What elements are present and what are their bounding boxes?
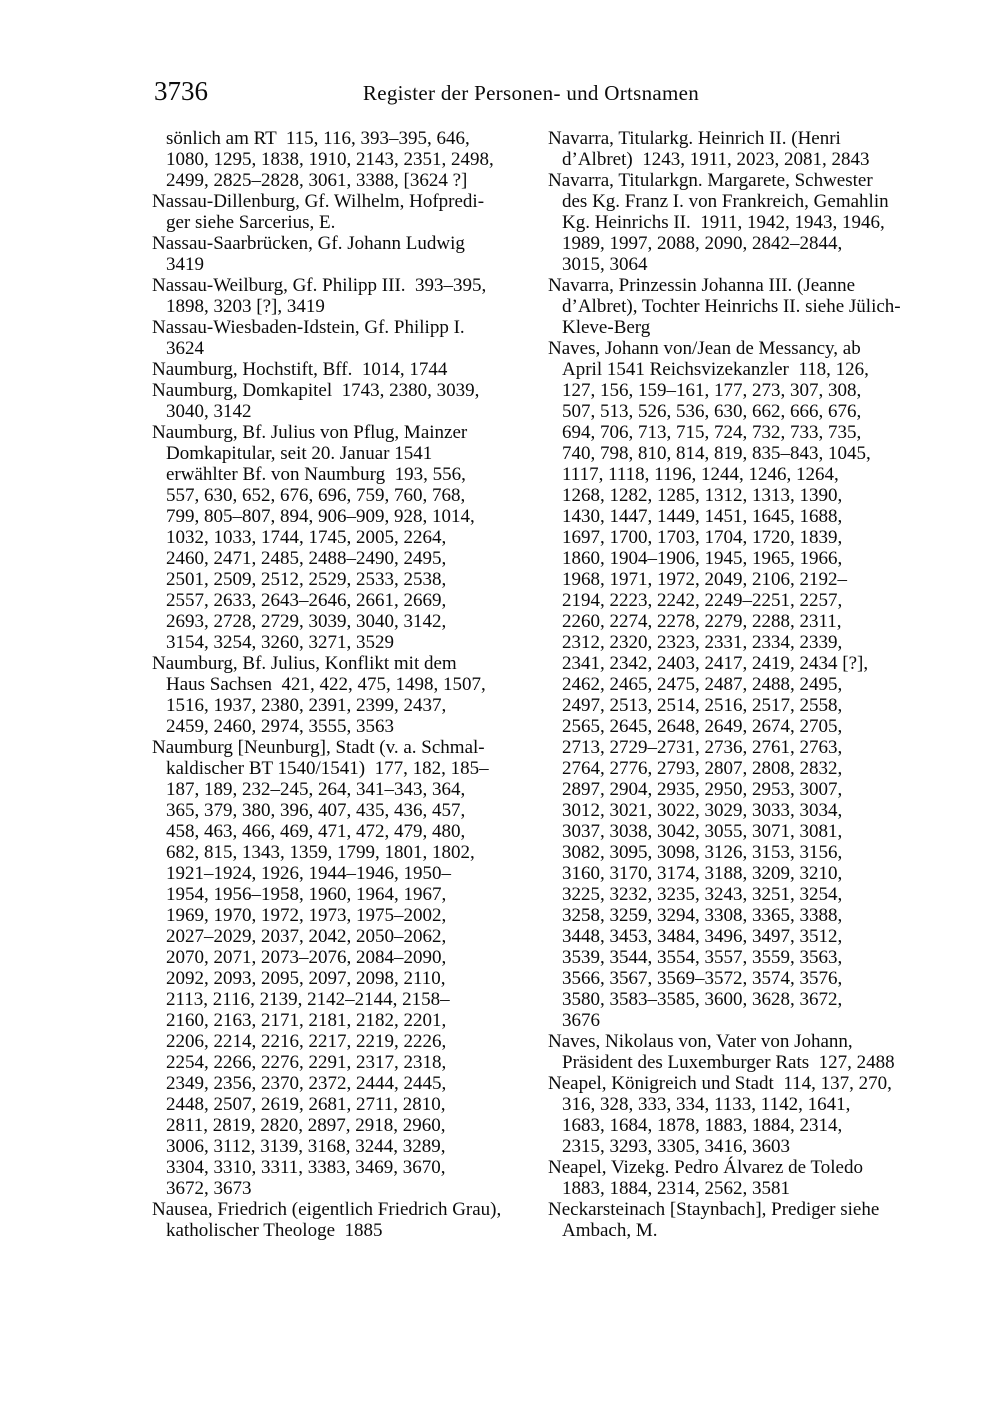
index-line-continuation: 740, 798, 810, 814, 819, 835–843, 1045, bbox=[562, 443, 871, 464]
index-line-continuation: 2565, 2645, 2648, 2649, 2674, 2705, bbox=[562, 716, 843, 737]
index-line-continuation: 2693, 2728, 2729, 3039, 3040, 3142, bbox=[166, 611, 447, 632]
index-line-continuation: 1683, 1684, 1878, 1883, 1884, 2314, bbox=[562, 1115, 843, 1136]
index-entry-line: Nassau-Weilburg, Gf. Philipp III. 393–395, bbox=[152, 275, 487, 296]
index-line-continuation: 1032, 1033, 1744, 1745, 2005, 2264, bbox=[166, 527, 447, 548]
index-line-continuation: Kg. Heinrichs II. 1911, 1942, 1943, 1946, bbox=[562, 212, 885, 233]
index-line-continuation: 3160, 3170, 3174, 3188, 3209, 3210, bbox=[562, 863, 843, 884]
index-line-continuation: 799, 805–807, 894, 906–909, 928, 1014, bbox=[166, 506, 475, 527]
index-entry-line: Naumburg, Bf. Julius von Pflug, Mainzer bbox=[152, 422, 468, 443]
index-line-continuation: 1268, 1282, 1285, 1312, 1313, 1390, bbox=[562, 485, 843, 506]
index-entry-line: Naumburg, Hochstift, Bff. 1014, 1744 bbox=[152, 359, 448, 380]
index-line-continuation: 1516, 1937, 2380, 2391, 2399, 2437, bbox=[166, 695, 447, 716]
index-line-continuation: Kleve-Berg bbox=[562, 317, 651, 338]
index-line-continuation: 365, 379, 380, 396, 407, 435, 436, 457, bbox=[166, 800, 466, 821]
index-line-continuation: 1954, 1956–1958, 1960, 1964, 1967, bbox=[166, 884, 447, 905]
index-line-continuation: 1921–1924, 1926, 1944–1946, 1950– bbox=[166, 863, 451, 884]
index-line-continuation: 2499, 2825–2828, 3061, 3388, [3624 ?] bbox=[166, 170, 468, 191]
index-line-continuation: 2206, 2214, 2216, 2217, 2219, 2226, bbox=[166, 1031, 447, 1052]
index-line-continuation: 187, 189, 232–245, 264, 341–343, 364, bbox=[166, 779, 466, 800]
index-line-continuation: 3012, 3021, 3022, 3029, 3033, 3034, bbox=[562, 800, 843, 821]
index-line-continuation: erwählter Bf. von Naumburg 193, 556, bbox=[166, 464, 466, 485]
index-line-continuation: katholischer Theologe 1885 bbox=[166, 1220, 383, 1241]
index-line-continuation: 3037, 3038, 3042, 3055, 3071, 3081, bbox=[562, 821, 843, 842]
index-line-continuation: 3580, 3583–3585, 3600, 3628, 3672, bbox=[562, 989, 843, 1010]
index-line-continuation: ger siehe Sarcerius, E. bbox=[166, 212, 336, 233]
index-line-continuation: 1969, 1970, 1972, 1973, 1975–2002, bbox=[166, 905, 447, 926]
index-entry-line: Nausea, Friedrich (eigentlich Friedrich Grau), bbox=[152, 1199, 502, 1220]
index-line-continuation: 2713, 2729–2731, 2736, 2761, 2763, bbox=[562, 737, 843, 758]
index-entry-line: Naumburg, Domkapitel 1743, 2380, 3039, bbox=[152, 380, 480, 401]
index-line-continuation: 3448, 3453, 3484, 3496, 3497, 3512, bbox=[562, 926, 843, 947]
index-line-continuation: 127, 156, 159–161, 177, 273, 307, 308, bbox=[562, 380, 862, 401]
index-line-continuation: sönlich am RT 115, 116, 393–395, 646, bbox=[166, 128, 470, 149]
index-line-continuation: 682, 815, 1343, 1359, 1799, 1801, 1802, bbox=[166, 842, 475, 863]
index-entry-line: Naumburg [Neunburg], Stadt (v. a. Schmal- bbox=[152, 737, 485, 758]
index-line-continuation: 2113, 2116, 2139, 2142–2144, 2158– bbox=[166, 989, 450, 1010]
index-line-continuation: 2194, 2223, 2242, 2249–2251, 2257, bbox=[562, 590, 843, 611]
index-entry-line: Neapel, Königreich und Stadt 114, 137, 270, bbox=[548, 1073, 892, 1094]
index-line-continuation: 2349, 2356, 2370, 2372, 2444, 2445, bbox=[166, 1073, 447, 1094]
index-entry-line: Naumburg, Bf. Julius, Konflikt mit dem bbox=[152, 653, 457, 674]
index-line-continuation: 3225, 3232, 3235, 3243, 3251, 3254, bbox=[562, 884, 843, 905]
index-line-continuation: 2341, 2342, 2403, 2417, 2419, 2434 [?], bbox=[562, 653, 869, 674]
index-line-continuation: 2460, 2471, 2485, 2488–2490, 2495, bbox=[166, 548, 447, 569]
index-line-continuation: Ambach, M. bbox=[562, 1220, 658, 1241]
index-line-continuation: 2092, 2093, 2095, 2097, 2098, 2110, bbox=[166, 968, 446, 989]
index-line-continuation: 2312, 2320, 2323, 2331, 2334, 2339, bbox=[562, 632, 843, 653]
index-entry-line: Nassau-Wiesbaden-Idstein, Gf. Philipp I. bbox=[152, 317, 465, 338]
index-line-continuation: 2764, 2776, 2793, 2807, 2808, 2832, bbox=[562, 758, 843, 779]
index-line-continuation: 3624 bbox=[166, 338, 204, 359]
index-column-right bbox=[548, 128, 928, 1241]
index-line-continuation: d’Albret) 1243, 1911, 2023, 2081, 2843 bbox=[562, 149, 870, 170]
index-line-continuation: 3672, 3673 bbox=[166, 1178, 252, 1199]
index-line-continuation: 2254, 2266, 2276, 2291, 2317, 2318, bbox=[166, 1052, 447, 1073]
index-line-continuation: Präsident des Luxemburger Rats 127, 2488 bbox=[562, 1052, 895, 1073]
index-line-continuation: 694, 706, 713, 715, 724, 732, 733, 735, bbox=[562, 422, 862, 443]
index-line-continuation: 3566, 3567, 3569–3572, 3574, 3576, bbox=[562, 968, 843, 989]
index-line-continuation: d’Albret), Tochter Heinrichs II. siehe Jülich- bbox=[562, 296, 901, 317]
index-line-continuation: 1860, 1904–1906, 1945, 1965, 1966, bbox=[562, 548, 843, 569]
running-header-title: Register der Personen- und Ortsnamen bbox=[362, 81, 700, 105]
index-line-continuation: 2448, 2507, 2619, 2681, 2711, 2810, bbox=[166, 1094, 446, 1115]
index-line-continuation: 3676 bbox=[562, 1010, 600, 1031]
index-line-continuation: des Kg. Franz I. von Frankreich, Gemahlin bbox=[562, 191, 889, 212]
index-line-continuation: kaldischer BT 1540/1541) 177, 182, 185– bbox=[166, 758, 489, 779]
index-line-continuation: Domkapitular, seit 20. Januar 1541 bbox=[166, 443, 433, 464]
index-entry-line: Navarra, Prinzessin Johanna III. (Jeanne bbox=[548, 275, 856, 296]
index-entry-line: Navarra, Titularkgn. Margarete, Schwester bbox=[548, 170, 873, 191]
index-line-continuation: 2497, 2513, 2514, 2516, 2517, 2558, bbox=[562, 695, 843, 716]
index-columns bbox=[152, 128, 928, 1241]
index-line-continuation: 3539, 3544, 3554, 3557, 3559, 3563, bbox=[562, 947, 843, 968]
index-line-continuation: 458, 463, 466, 469, 471, 472, 479, 480, bbox=[166, 821, 466, 842]
index-line-continuation: 2462, 2465, 2475, 2487, 2488, 2495, bbox=[562, 674, 843, 695]
page-number: 3736 bbox=[154, 76, 208, 106]
index-line-continuation: 3082, 3095, 3098, 3126, 3153, 3156, bbox=[562, 842, 843, 863]
index-entry-line: Navarra, Titularkg. Heinrich II. (Henri bbox=[548, 128, 841, 149]
index-line-continuation: 1430, 1447, 1449, 1451, 1645, 1688, bbox=[562, 506, 843, 527]
index-line-continuation: 2070, 2071, 2073–2076, 2084–2090, bbox=[166, 947, 447, 968]
index-line-continuation: 2160, 2163, 2171, 2181, 2182, 2201, bbox=[166, 1010, 447, 1031]
index-entry-line: Neapel, Vizekg. Pedro Álvarez de Toledo bbox=[548, 1157, 863, 1178]
index-line-continuation: 2897, 2904, 2935, 2950, 2953, 3007, bbox=[562, 779, 843, 800]
index-line-continuation: 3015, 3064 bbox=[562, 254, 648, 275]
index-line-continuation: 3419 bbox=[166, 254, 204, 275]
index-entry-line: Naves, Johann von/Jean de Messancy, ab bbox=[548, 338, 861, 359]
index-line-continuation: 1989, 1997, 2088, 2090, 2842–2844, bbox=[562, 233, 843, 254]
index-line-continuation: 3040, 3142 bbox=[166, 401, 252, 422]
index-line-continuation: 2315, 3293, 3305, 3416, 3603 bbox=[562, 1136, 790, 1157]
index-line-continuation: 1080, 1295, 1838, 1910, 2143, 2351, 2498, bbox=[166, 149, 494, 170]
index-line-continuation: 3258, 3259, 3294, 3308, 3365, 3388, bbox=[562, 905, 843, 926]
index-line-continuation: 557, 630, 652, 676, 696, 759, 760, 768, bbox=[166, 485, 466, 506]
index-line-continuation: 3304, 3310, 3311, 3383, 3469, 3670, bbox=[166, 1157, 446, 1178]
index-line-continuation: 2501, 2509, 2512, 2529, 2533, 2538, bbox=[166, 569, 447, 590]
index-entry-line: Nassau-Saarbrücken, Gf. Johann Ludwig bbox=[152, 233, 465, 254]
index-line-continuation: April 1541 Reichsvizekanzler 118, 126, bbox=[562, 359, 869, 380]
page-header bbox=[152, 76, 910, 110]
index-line-continuation: 3006, 3112, 3139, 3168, 3244, 3289, bbox=[166, 1136, 446, 1157]
index-line-continuation: 507, 513, 526, 536, 630, 662, 666, 676, bbox=[562, 401, 862, 422]
index-line-continuation: 1117, 1118, 1196, 1244, 1246, 1264, bbox=[562, 464, 839, 485]
index-line-continuation: 1968, 1971, 1972, 2049, 2106, 2192– bbox=[562, 569, 847, 590]
index-entry-line: Nassau-Dillenburg, Gf. Wilhelm, Hofpredi- bbox=[152, 191, 485, 212]
index-line-continuation: 2557, 2633, 2643–2646, 2661, 2669, bbox=[166, 590, 447, 611]
index-line-continuation: 316, 328, 333, 334, 1133, 1142, 1641, bbox=[562, 1094, 851, 1115]
index-line-continuation: 3154, 3254, 3260, 3271, 3529 bbox=[166, 632, 394, 653]
index-line-continuation: 1898, 3203 [?], 3419 bbox=[166, 296, 325, 317]
index-line-continuation: 2459, 2460, 2974, 3555, 3563 bbox=[166, 716, 394, 737]
index-line-continuation: 1697, 1700, 1703, 1704, 1720, 1839, bbox=[562, 527, 843, 548]
index-line-continuation: 2811, 2819, 2820, 2897, 2918, 2960, bbox=[166, 1115, 446, 1136]
index-line-continuation: Haus Sachsen 421, 422, 475, 1498, 1507, bbox=[166, 674, 486, 695]
index-line-continuation: 2260, 2274, 2278, 2279, 2288, 2311, bbox=[562, 611, 842, 632]
index-entry-line: Naves, Nikolaus von, Vater von Johann, bbox=[548, 1031, 853, 1052]
index-line-continuation: 1883, 1884, 2314, 2562, 3581 bbox=[562, 1178, 790, 1199]
index-line-continuation: 2027–2029, 2037, 2042, 2050–2062, bbox=[166, 926, 447, 947]
index-entry-line: Neckarsteinach [Staynbach], Prediger siehe bbox=[548, 1199, 880, 1220]
index-column-left bbox=[152, 128, 532, 1241]
